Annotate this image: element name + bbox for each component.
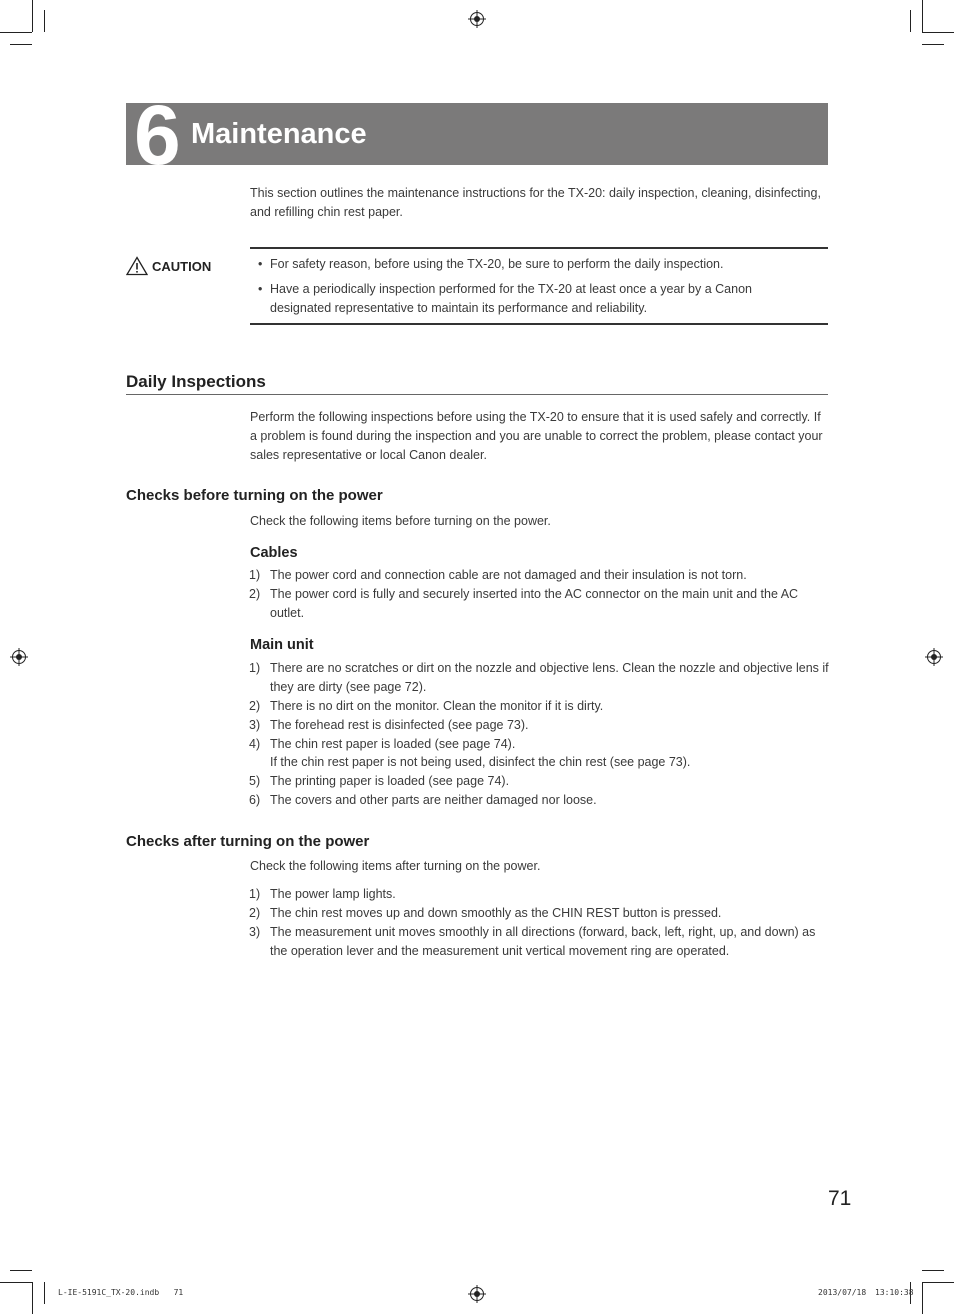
crop-mark <box>10 44 32 45</box>
list-text: There are no scratches or dirt on the nozzle and objective lens. Clean the nozzle and objective lens if they are dirty (see page 72). <box>270 661 829 694</box>
list-text: The power cord is fully and securely inserted into the AC connector on the main unit and the AC outlet. <box>270 587 799 620</box>
list-number: 1) <box>249 568 261 582</box>
list-number: 1) <box>249 887 261 901</box>
list-text: The forehead rest is disinfected (see page 73). <box>270 718 529 732</box>
caution-text: CAUTION <box>152 258 212 274</box>
list-number: 3) <box>249 925 261 939</box>
page-number: 71 <box>828 1187 852 1210</box>
crop-mark <box>10 1270 32 1271</box>
crop-mark <box>0 1282 32 1283</box>
crop-mark <box>922 1282 954 1283</box>
list-text: The chin rest paper is loaded (see page 74). <box>270 737 516 751</box>
minor-heading: Cables <box>250 545 298 561</box>
slug-file: L-IE-5191C_TX-20.indb 71 <box>58 1288 184 1297</box>
list-note-text: If the chin rest paper is not being used, disinfect the chin rest (see page 73). <box>270 755 691 769</box>
list-number: 4) <box>249 737 261 751</box>
crop-mark <box>44 1282 45 1304</box>
intro-paragraph: This section outlines the maintenance instructions for the TX-20: daily inspection, cleaning, disinfecting, and refilling chin rest paper. <box>250 186 821 219</box>
crop-mark <box>922 1282 923 1314</box>
registration-mark-icon <box>468 10 486 28</box>
chapter-title: Maintenance <box>191 118 367 150</box>
crop-mark <box>922 1270 944 1271</box>
list-number: 6) <box>249 793 261 807</box>
list-number: 2) <box>249 906 261 920</box>
list-text: There is no dirt on the monitor. Clean the monitor if it is dirty. <box>270 699 604 713</box>
slug-date: 2013/07/18 <box>818 1288 867 1297</box>
list-text: The power cord and connection cable are not damaged and their insulation is not torn. <box>270 568 747 582</box>
list-number: 2) <box>249 699 261 713</box>
daily-inspections-paragraph: Perform the following inspections before using the TX-20 to ensure that it is used safely and correctly. If a problem is found during the inspection and you are unable to correct the problem, please contact your sales representative or local Canon dealer. <box>250 410 823 462</box>
caution-item-text: For safety reason, before using the TX-20, be sure to perform the daily inspection. <box>270 257 724 271</box>
crop-mark <box>44 10 45 32</box>
bullet-symbol: • <box>258 282 263 296</box>
chapter-number: 6 <box>134 88 179 182</box>
crop-mark <box>0 32 32 33</box>
chapter-banner <box>126 88 828 182</box>
list-number: 3) <box>249 718 261 732</box>
crop-mark <box>32 1282 33 1314</box>
subsection-intro: Check the following items before turning on the power. <box>250 514 551 528</box>
registration-mark-icon <box>10 648 28 666</box>
list-number: 5) <box>249 774 261 788</box>
caution-item-text: Have a periodically inspection performed for the TX-20 at least once a year by a Canon designated representative to maintain its performance and reliability. <box>270 282 752 315</box>
crop-mark <box>32 0 33 32</box>
list-text: The chin rest moves up and down smoothly as the CHIN REST button is pressed. <box>270 906 722 920</box>
crop-mark <box>922 0 923 32</box>
registration-mark-icon <box>925 648 943 666</box>
list-text: The measurement unit moves smoothly in all directions (forward, back, left, right, up, and down) as the operation lever and the measurement unit vertical movement ring are operated. <box>270 925 816 958</box>
subsection-intro: Check the following items after turning on the power. <box>250 859 541 873</box>
crop-mark <box>922 44 944 45</box>
warning-triangle-icon <box>126 256 148 276</box>
caution-box <box>250 247 828 325</box>
subsection-heading: Checks after turning on the power <box>126 833 370 850</box>
list-text: The covers and other parts are neither damaged nor loose. <box>270 793 597 807</box>
registration-mark-icon <box>468 1285 486 1303</box>
slug-time: 13:10:38 <box>875 1288 914 1297</box>
list-number: 1) <box>249 661 261 675</box>
bullet-symbol: • <box>258 257 263 271</box>
list-text: The printing paper is loaded (see page 74). <box>270 774 510 788</box>
crop-mark <box>910 10 911 32</box>
minor-heading: Main unit <box>250 637 314 653</box>
crop-mark <box>922 32 954 33</box>
list-number: 2) <box>249 587 261 601</box>
list-text: The power lamp lights. <box>270 887 396 901</box>
section-heading: Daily Inspections <box>126 371 828 395</box>
subsection-heading: Checks before turning on the power <box>126 487 383 504</box>
caution-label <box>126 256 211 276</box>
